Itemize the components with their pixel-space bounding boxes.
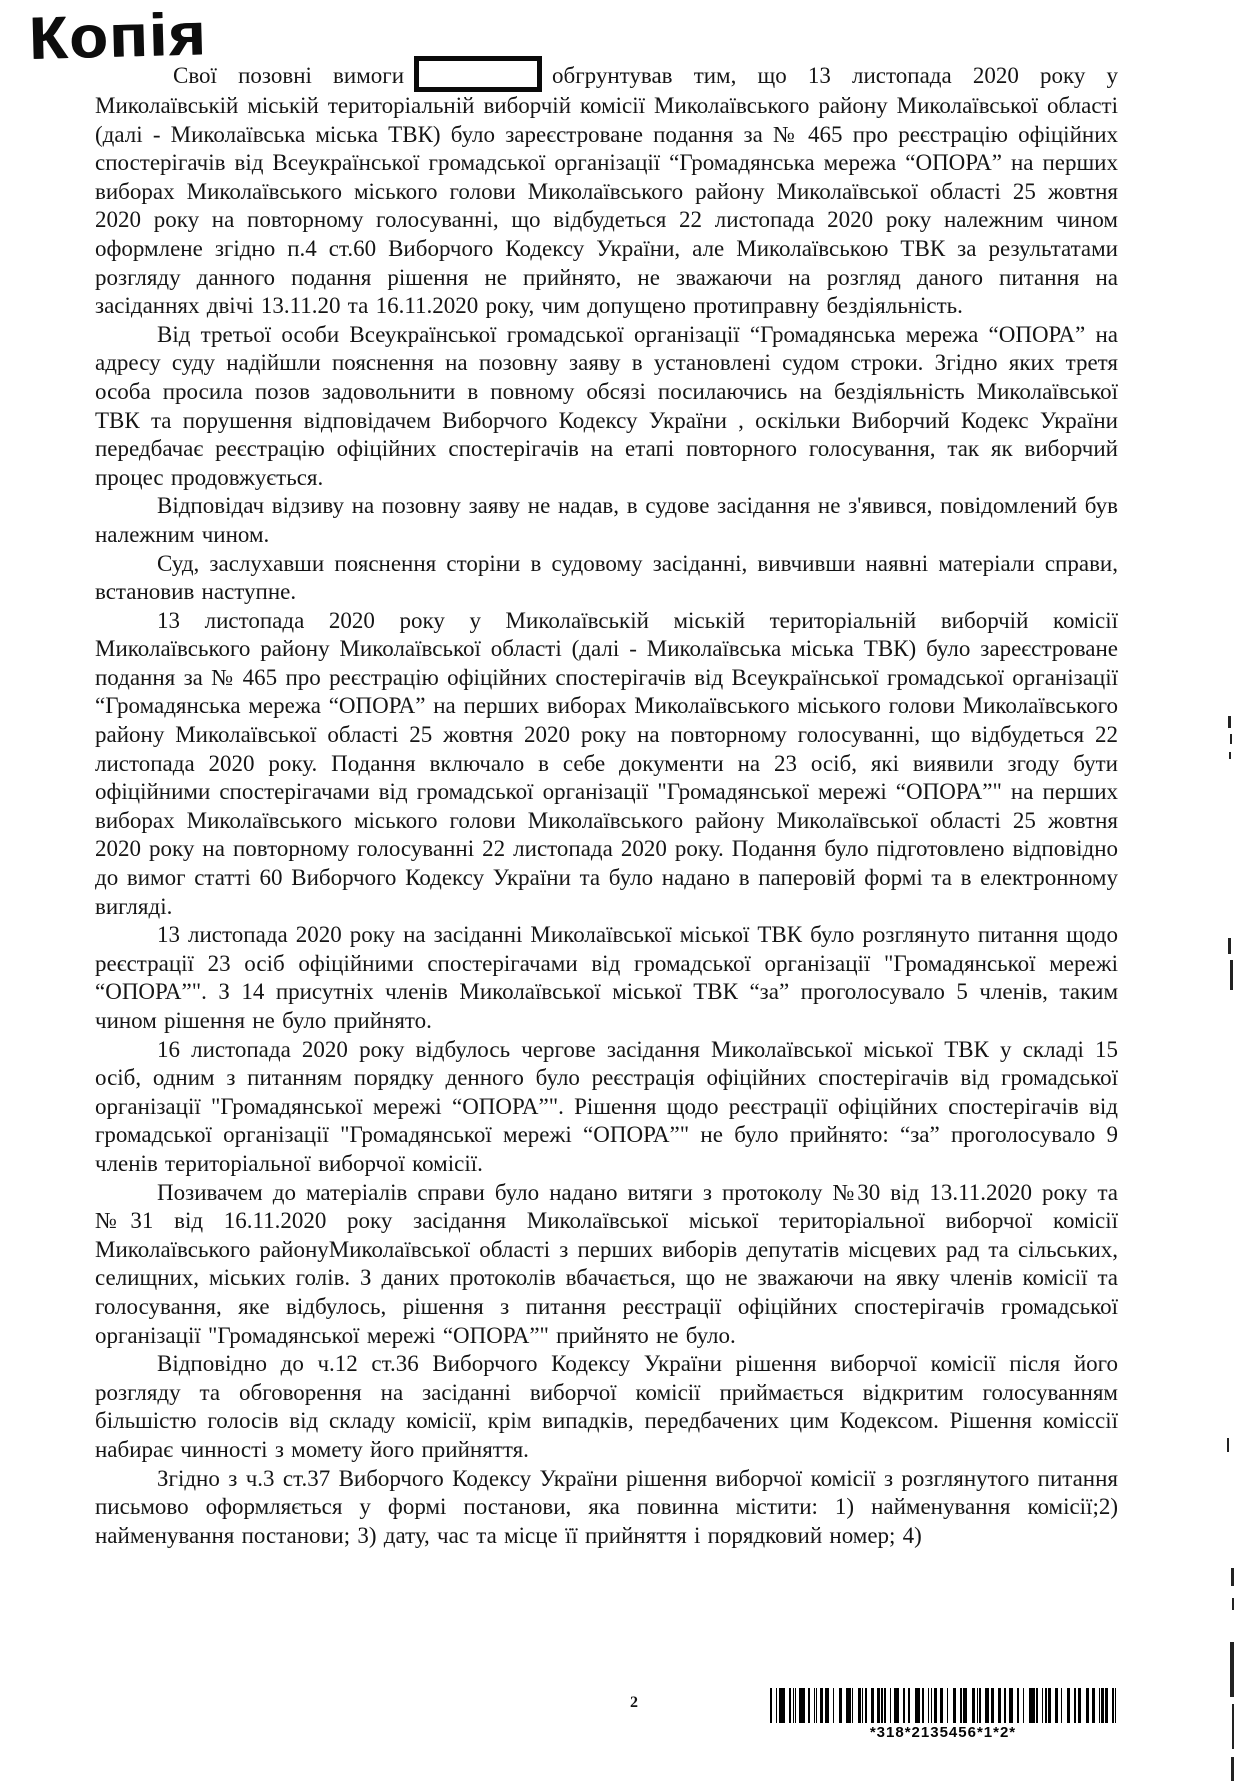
barcode-block (770, 1688, 1116, 1741)
scan-artifact (1231, 1757, 1234, 1781)
paragraph: Відповідно до ч.12 ст.36 Виборчого Кодексу України рішення виборчої комісії після його розгляду та обговорення на засіданні виборчої комісії приймається відкритим голосуванням більшістю голосів від складу комісії, крім випадків, передбачених цим Кодексом. Рішення коміссії набирає чинності з момету його прийняття. (95, 1351, 1118, 1462)
paragraph: 16 листопада 2020 року відбулось чергове засідання Миколаївської міської ТВК у складі 15 осіб, одним з питанням порядку денного було реєстрація офіційних спостерігачів від громадської організації "Громадянської мережі “ОПОРА”". Рішення щодо реєстрації офіційних спостерігачів від громадської організації "Громадянської мережі “ОПОРА”" не було прийнято: “за” проголосувало 9 членів територіальної виборчої комісії. (95, 1036, 1118, 1176)
scan-artifact (1232, 1598, 1234, 1610)
paragraph: Суд, заслухавши пояснення сторіни в судовому засіданні, вивчивши наявні матеріали справи, встановив наступне. (95, 550, 1118, 605)
paragraph: Позивачем до матеріалів справи було надано витяги з протоколу №30 від 13.11.2020 року та №31 від 16.11.2020 року засідання Миколаївської міської територіальної виборчої комісії Миколаївського районуМиколаївської області з перших виборів депутатів місцевих рад та сільських, селищних, міських голів. З даних протоколів вбачається, що не зважаючи на явку членів комісії та голосування, яке відбулось, рішення з питання реєстрації офіційних спостерігачів громадської організації "Громадянської мережі “ОПОРА”" прийнято не було. (95, 1179, 1118, 1348)
redaction-box (414, 56, 542, 92)
scan-artifact (1230, 734, 1232, 744)
paragraph: 13 листопада 2020 року у Миколаївській міській територіальній виборчій комісії Миколаївського району Миколаївської області (далі - Миколаївська міська ТВК) було зареєстроване подання за № 465 про реєстрацію офіційних спостерігачів від Всеукраїнської громадської організації “Громадянська мережа “ОПОРА” на перших виборах Миколаївського міського голови Миколаївського району Миколаївської області 25 жовтня 2020 року на повторному голосуванні, що відбудеться 22 листопада 2020 року. Подання включало в себе документи на 23 осіб, які виявили згоду бути офіційними спостерігачами від громадської організації "Громадянської мережі “ОПОРА”" на перших виборах Миколаївського міського голови Миколаївського району Миколаївської області 25 жовтня 2020 року на повторному голосуванні 22 листопада 2020 року. Подання було підготовлено відповідно до вимог статті 60 Виборчого Кодексу України та було надано в паперовій формі та в електронному вигляді. (95, 607, 1118, 919)
paragraph: Від третьої особи Всеукраїнської громадської організації “Громадянська мережа “ОПОРА” на адресу суду надійшли пояснення на позовну заяву в установлені судом строки. Згідно яких третя особа просила позов задовольнити в повному обсязі посилаючись на бездіяльність Миколаївської ТВК та порушення відповідачем Виборчого Кодексу України , оскільки Виборчий Кодекс України передбачає реєстрацію офіційних спостерігачів на етапі повторного голосування, так як виборчий процес продовжується. (95, 321, 1118, 490)
scan-artifact (1231, 1568, 1234, 1586)
scan-artifact (1230, 960, 1233, 990)
intro-before-redaction: Свої позовні вимоги (173, 63, 405, 88)
copy-stamp: Копія (28, 0, 208, 72)
scan-artifact (1228, 716, 1231, 728)
paragraph: Згідно з ч.3 ст.37 Виборчого Кодексу України рішення виборчої комісії з розглянутого питання письмово оформляється у формі постанови, яка повинна містити: 1) найменування комісії;2) найменування постанови; 3) дату, час та місце її прийняття і порядковий номер; 4) (95, 1465, 1118, 1548)
paragraph: 13 листопада 2020 року на засіданні Миколаївської міської ТВК було розглянуто питання щодо реєстрації 23 осіб офіційними спостерігачами від громадської організації "Громадянської мережі “ОПОРА”". З 14 присутніх членів Миколаївської міської ТВК “за” проголосувало 5 членів, таким чином рішення не було прийнято. (95, 922, 1118, 1033)
paragraph-intro (95, 56, 1118, 321)
paragraph: Відповідач відзиву на позовну заяву не надав, в судове засідання не з'явився, повідомлений був належним чином. (95, 493, 1118, 547)
barcode-label: *318*2135456*1*2* (869, 1724, 1017, 1741)
scan-artifact (1230, 1642, 1234, 1697)
scan-artifact (1227, 1438, 1229, 1452)
scan-artifact (1229, 752, 1231, 759)
barcode-image (770, 1688, 1116, 1723)
scan-artifact (1232, 1704, 1234, 1749)
document-body (95, 56, 1118, 1550)
page-number: 2 (630, 1694, 638, 1711)
scan-artifact (1228, 938, 1231, 954)
intro-after-redaction: обгрунтував тим, що 13 листопада 2020 року у Миколаївській міській територіальній виборчій комісії Миколаївського району Миколаївської області (далі - Миколаївська міська ТВК) було зареєстроване подання за № 465 про реєстрацію офіційних спостерігачів від Всеукраїнської громадської організації “Громадянська мережа “ОПОРА” на перших виборах Миколаївського міського голови Миколаївського району Миколаївської області 25 жовтня 2020 року на повторному голосуванні, що відбудеться 22 листопада 2020 року належним чином оформлене згідно п.4 ст.60 Виборчого Кодексу України, але Миколаївською ТВК за результатами розгляду данного подання рішення не прийнято, не зважаючи на розгляд даного питання на засіданнях двічі 13.11.20 та 16.11.2020 року, чим допущено протиправну бездіяльність. (95, 63, 1118, 319)
